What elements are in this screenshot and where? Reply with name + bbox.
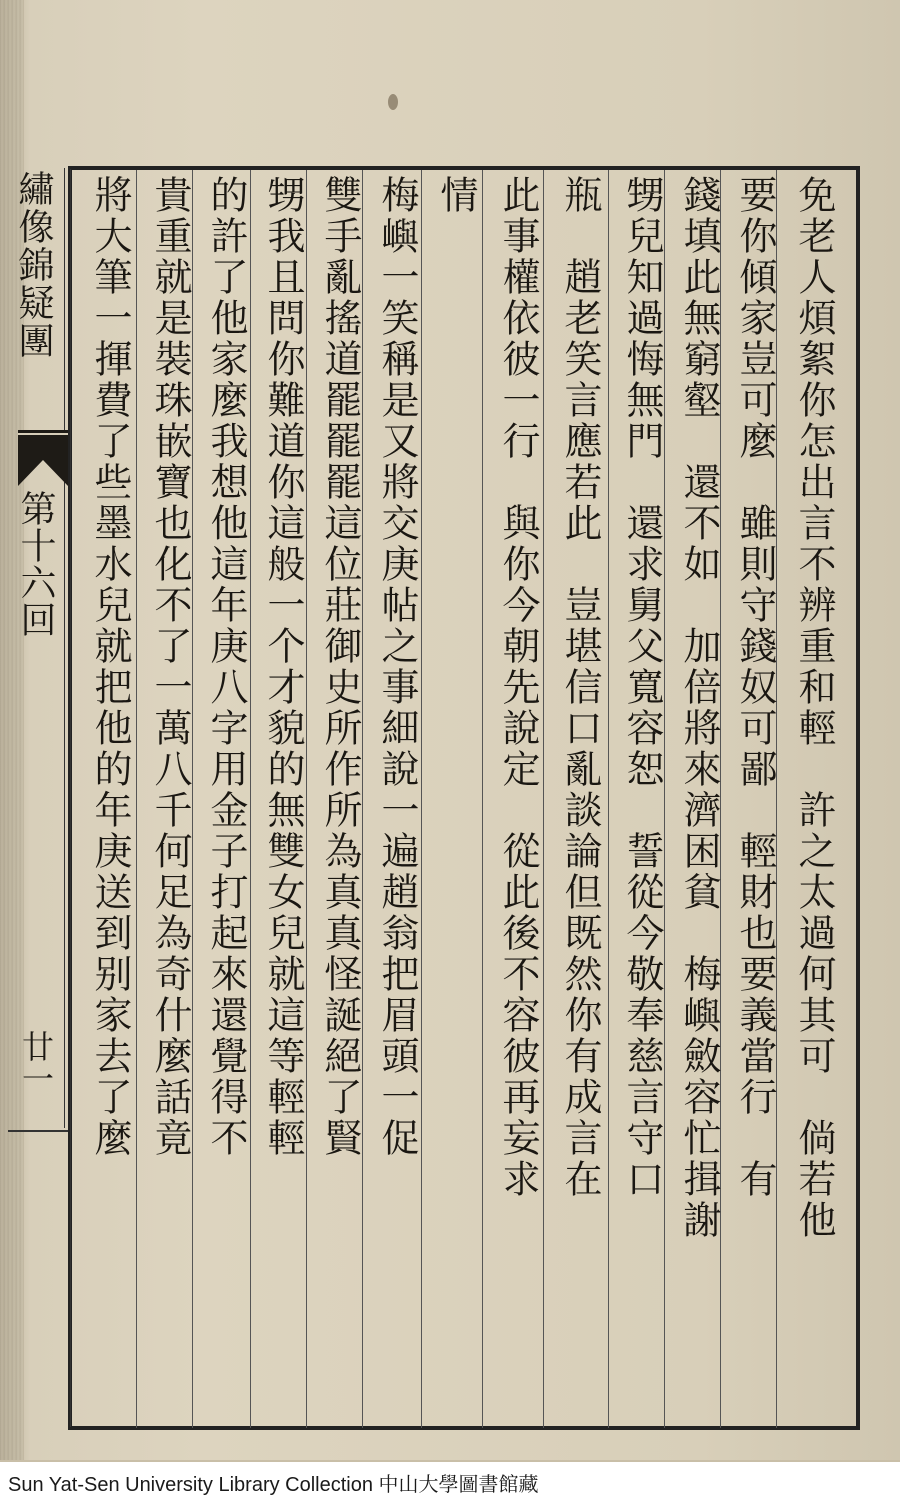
book-title: 繡像錦疑團	[13, 170, 54, 360]
text-column: 將大筆一揮費了些墨水兒就把他的年庚送到别家去了麼	[88, 175, 132, 1159]
text-column: 雙手亂搖道罷罷罷這位莊御史所作所為真真怪誕絕了賢	[318, 175, 362, 1159]
text-column: 錢填此無窮壑 還不如 加倍將來濟困貧 梅嶼斂容忙揖謝	[677, 175, 721, 1241]
text-column: 貴重就是裝珠嵌寶也化不了一萬八千何足為奇什麼話竟	[148, 175, 192, 1159]
library-caption: Sun Yat-Sen University Library Collection 中山大學圖書館藏	[0, 1462, 900, 1509]
column-rule	[482, 170, 483, 1428]
chapter-label: 第十六回	[15, 490, 56, 638]
column-rule	[250, 170, 251, 1428]
text-column: 的許了他家麼我想他這年庚八字用金子打起來還覺得不	[204, 175, 248, 1159]
text-column: 要你傾家豈可麼 雖則守錢奴可鄙 輕財也要義當行 有	[733, 175, 777, 1200]
ink-stain	[594, 1010, 600, 1016]
page-number: 廿一	[17, 1030, 55, 1094]
text-column: 情	[434, 175, 478, 216]
margin-divider	[8, 1130, 68, 1132]
text-column: 梅嶼一笑稱是又將交庚帖之事細說一遍趙翁把眉頭一促	[375, 175, 419, 1159]
column-rule	[136, 170, 137, 1428]
text-column: 免老人煩絮你怎出言不辨重和輕 許之太過何其可 倘若他	[792, 175, 836, 1241]
text-column: 甥兒知過悔無門 還求舅父寬容恕 誓從今敬奉慈言守口	[620, 175, 664, 1200]
text-column: 瓶 趙老笑言應若此 豈堪信口亂談論但既然你有成言在	[558, 175, 602, 1200]
column-rule	[543, 170, 544, 1428]
ink-stain	[388, 94, 398, 110]
margin-rule	[64, 168, 65, 1128]
column-rule	[421, 170, 422, 1428]
text-column: 甥我且問你難道你這般一个才貌的無雙女兒就這等輕輕	[261, 175, 305, 1159]
text-column: 此事權依彼一行 與你今朝先說定 從此後不容彼再妄求	[496, 175, 540, 1200]
fishtail-mark-icon	[18, 430, 68, 486]
column-rule	[608, 170, 609, 1428]
